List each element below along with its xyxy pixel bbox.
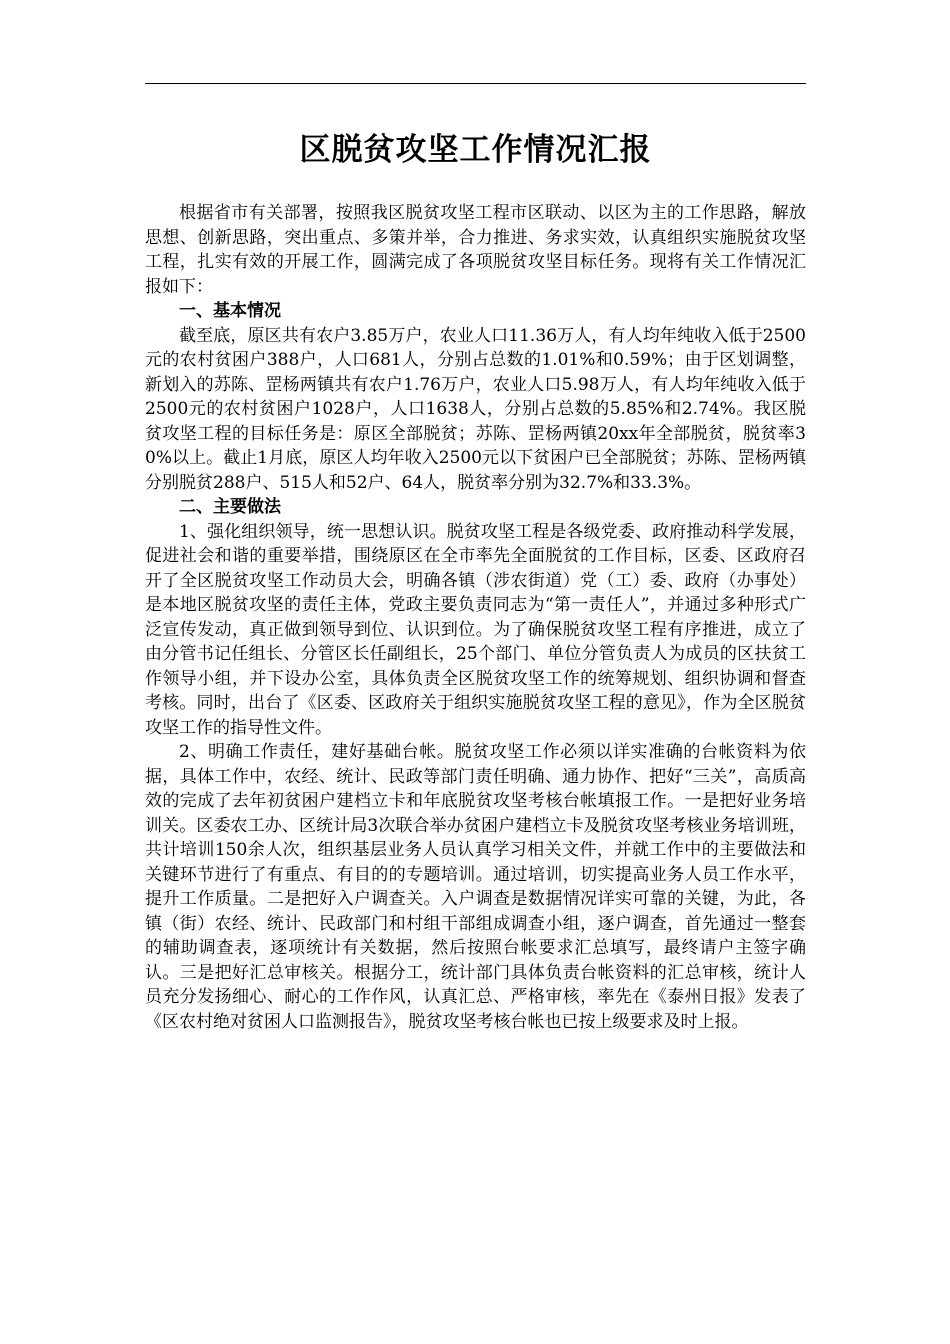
section-heading-basic-situation: 一、基本情况: [179, 301, 281, 321]
document-body: [145, 201, 806, 1034]
document-title: 区脱贫攻坚工作情况汇报: [299, 132, 652, 168]
practice-paragraph-2: 2、明确工作责任，建好基础台帐。脱贫攻坚工作必须以详实准确的台帐资料为依据，具体工作中，农经、统计、民政等部门责任明确、通力协作、把好“三关”，高质高效的完成了去年初贫困户建档立卡和年底脱贫攻坚考核台帐填报工作。一是把好业务培训关。区委农工办、区统计局3次联合举办贫困户建档立卡及脱贫攻坚考核业务培训班，共计培训150余人次，组织基层业务人员认真学习相关文件，并就工作中的主要做法和关键环节进行了有重点、有目的的专题培训。通过培训，切实提高业务人员工作水平，提升工作质量。二是把好入户调查关。入户调查是数据情况详实可靠的关键，为此，各镇（街）农经、统计、民政部门和村组干部组成调查小组，逐户调查，首先通过一整套的辅助调查表，逐项统计有关数据，然后按照台帐要求汇总填写，最终请户主签字确认。三是把好汇总审核关。根据分工，统计部门具体负责台帐资料的汇总审核，统计人员充分发扬细心、耐心的工作作风，认真汇总、严格审核，率先在《泰州日报》发表了《区农村绝对贫困人口监测报告》，脱贫攻坚考核台帐也已按上级要求及时上报。: [145, 742, 806, 1032]
intro-paragraph: 根据省市有关部署，按照我区脱贫攻坚工程市区联动、以区为主的工作思路，解放思想、创新思路，突出重点、多策并举，合力推进、务求实效，认真组织实施脱贫攻坚工程，扎实有效的开展工作，圆满完成了各项脱贫攻坚目标任务。现将有关工作情况汇报如下：: [145, 203, 806, 297]
practice-paragraph-1: 1、强化组织领导，统一思想认识。脱贫攻坚工程是各级党委、政府推动科学发展，促进社会和谐的重要举措，围绕原区在全市率先全面脱贫的工作目标，区委、区政府召开了全区脱贫攻坚工作动员大会，明确各镇（涉农街道）党（工）委、政府（办事处）是本地区脱贫攻坚的责任主体，党政主要负责同志为“第一责任人”，并通过多种形式广泛宣传发动，真正做到领导到位、认识到位。为了确保脱贫攻坚工程有序推进，成立了由分管书记任组长、分管区长任副组长，25个部门、单位分管负责人为成员的区扶贫工作领导小组，并下设办公室，具体负责全区脱贫攻坚工作的统筹规划、组织协调和督查考核。同时，出台了《区委、区政府关于组织实施脱贫攻坚工程的意见》，作为全区脱贫攻坚工作的指导性文件。: [145, 521, 806, 738]
header-rule: [145, 83, 806, 84]
basic-situation-paragraph: 截至底，原区共有农户3.85万户，农业人口11.36万人，有人均年纯收入低于2500元的农村贫困户388户，人口681人，分别占总数的1.01%和0.59%；由于区划调整，新划入的苏陈、罡杨两镇共有农户1.76万户，农业人口5.98万人，有人均年纯收入低于2500元的农村贫困户1028户，人口1638人，分别占总数的5.85%和2.74%。我区脱贫攻坚工程的目标任务是：原区全部脱贫；苏陈、罡杨两镇20xx年全部脱贫，脱贫率30%以上。截止1月底，原区人均年收入2500元以下贫困户已全部脱贫；苏陈、罡杨两镇分别脱贫288户、515人和52户、64人，脱贫率分别为32.7%和33.3%。: [145, 325, 806, 493]
section-heading-main-practices: 二、主要做法: [179, 497, 281, 517]
